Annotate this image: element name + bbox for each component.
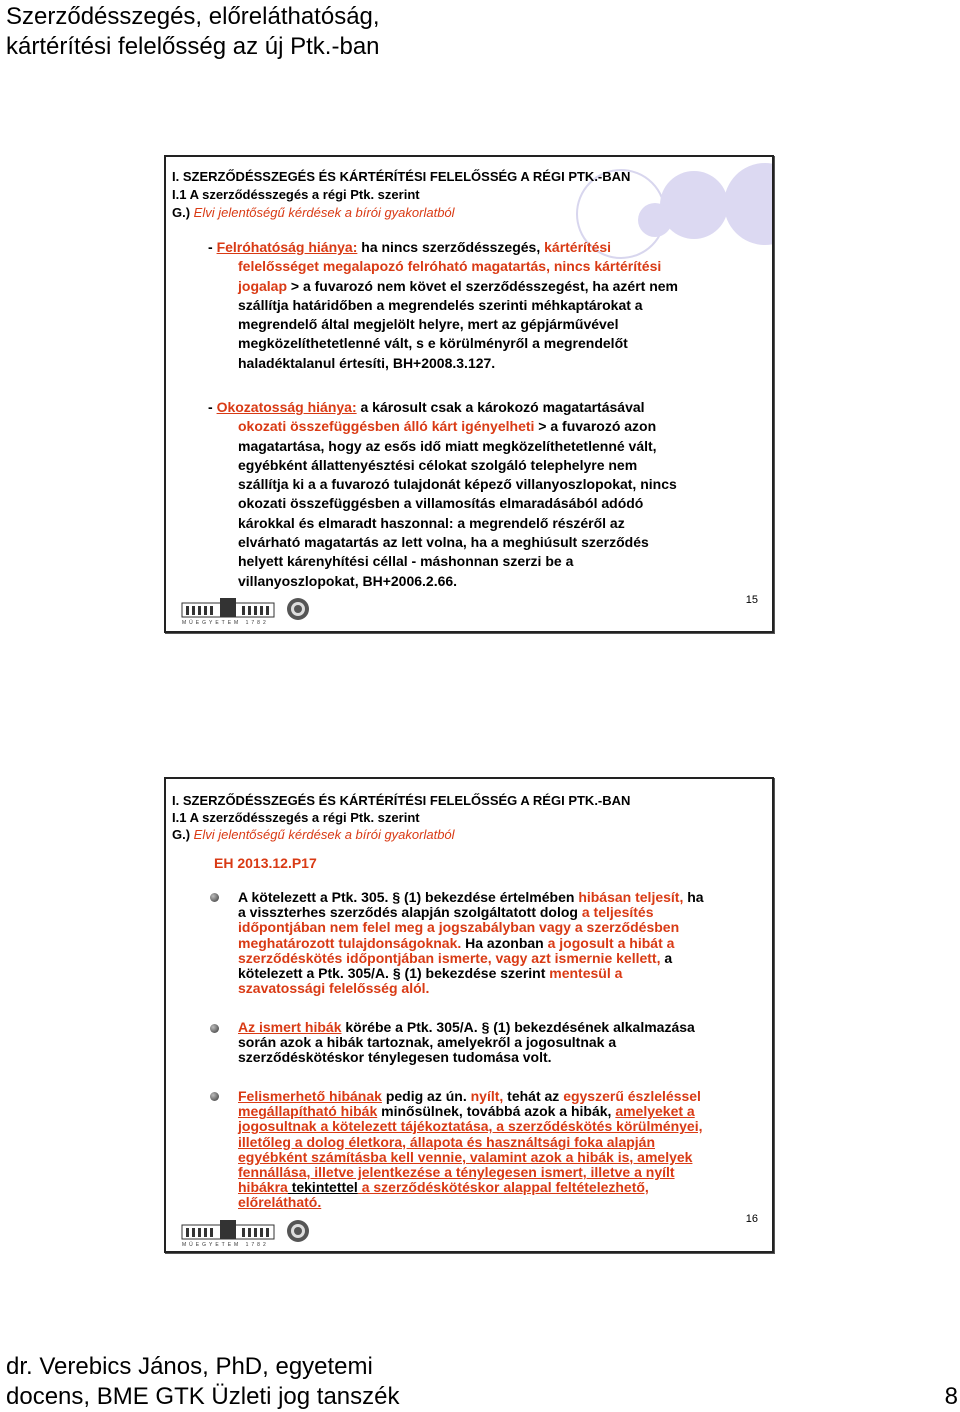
slide-15 (164, 155, 774, 633)
bullet-icon (210, 1024, 219, 1033)
footer-author-line2: docens, BME GTK Üzleti jog tanszék (6, 1383, 400, 1410)
svg-text:MŰEGYETEM 1782: MŰEGYETEM 1782 (182, 620, 269, 625)
term-felrohatosag: Felróhatóság hiánya: (216, 239, 358, 255)
circle-filled (660, 171, 728, 239)
page-header (6, 2, 380, 62)
page-footer (6, 1352, 960, 1412)
footer-author-line1: dr. Verebics János, PhD, egyetemi (6, 1353, 373, 1380)
slide-heading-1: I. SZERZŐDÉSSZEGÉS ÉS KÁRTÉRÍTÉSI FELELŐSSÉG A RÉGI PTK.-BAN (172, 793, 631, 808)
bme-seal-icon (286, 1219, 310, 1243)
bullet-felismerheto-hibak: Felismerhető hibának pedig az ún. nyílt, tehát az egyszerű észleléssel megállapítható hibák minősülnek, továbbá azok a hibák, amelyeket a jogosultnak a kötelezett tájékoztatása, a szerződéskötés körülményei, illetőleg a dolog életkora, állapota és használtsági foka alapján egyébként számításba kell vennie, valamint azok a hibák is, amelyek fennállása, illetve jelentkezése a ténylegesen ismert, illetve a nyílt hibákra tekintettel a szerződéskötéskor alappal feltételezhető, előrelátható. (238, 1088, 703, 1211)
page-number: 8 (944, 1383, 958, 1410)
slide-number: 15 (745, 594, 758, 606)
slide-heading-3: G.) Elvi jelentőségű kérdések a bírói gyakorlatból (172, 205, 455, 220)
term-okozatossag: Okozatosság hiánya: (216, 399, 357, 415)
bme-seal-icon (286, 597, 310, 621)
slide-16 (164, 777, 774, 1253)
slide-heading-2: I.1 A szerződésszegés a régi Ptk. szerint (172, 187, 420, 202)
page-title-line1: Szerződésszegés, előreláthatóság, (6, 3, 380, 30)
slide-heading-1: I. SZERZŐDÉSSZEGÉS ÉS KÁRTÉRÍTÉSI FELELŐSSÉG A RÉGI PTK.-BAN (172, 169, 631, 184)
slide-number: 16 (745, 1213, 758, 1225)
circle-large (724, 163, 774, 245)
paragraph-okozatossag: - Okozatosság hiánya: a károsult csak a károkozó magatartásával okozati összefüggésben álló kárt igényelheti > a fuvarozó azon magatartása, hogy az esős idő miatt megközelíthetetlenné vált, egyébként állattenyésztési célokat szolgáló telephelyre nem szállítja ki a a fuvarozó tulajdonát képező villanyoszlopokat, nincs okozati összefüggésben a villamosítás elmaradásából adódó károkkal és elmaradt haszonnal: a megrendelő részéről az elvárható magatartás az lett volna, ha a meghiúsult szerződés helyett kárenyhítési céllal - máshonnan szerzi be a villanyoszlopokat, BH+2006.2.66. (208, 399, 677, 589)
bme-building-logo (180, 597, 276, 625)
bullet-icon (210, 1092, 219, 1101)
paragraph-felrohatosag: - Felróhatóság hiánya: ha nincs szerződésszegés, kártérítési felelősséget megalapozó felróható magatartás, nincs kártérítési jogalap > a fuvarozó nem követ el szerződésszegést, ha azért nem szállítja határidőben a megrendelés szerinti méhkaptárokat a megrendelő által megjelölt helyre, mert az gépjárművével megközelíthetetlenné vált, s e körülményről a megrendelőt haladéktalanul értesíti, BH+2008.3.127. (208, 239, 678, 371)
bme-building-logo (180, 1219, 276, 1247)
svg-text:MŰEGYETEM 1782: MŰEGYETEM 1782 (182, 1242, 269, 1247)
case-reference: EH 2013.12.P17 (214, 855, 317, 871)
bullet-ismert-hibak: Az ismert hibák körébe a Ptk. 305/A. § (1) bekezdésének alkalmazása során azok a hibák tartoznak, amelyekről a jogosultnak a szerződéskötéskor ténylegesen tudomása volt. (238, 1019, 695, 1066)
slide-heading-2: I.1 A szerződésszegés a régi Ptk. szerint (172, 810, 420, 825)
bullet-hibas-teljesites: A kötelezett a Ptk. 305. § (1) bekezdése értelmében hibásan teljesít, ha a visszterhes szerződés alapján szolgáltatott dolog a teljesítés időpontjában nem felel meg a jogszabályban vagy a szerződésben meghatározott tulajdonságoknak. Ha azonban a jogosult a hibát a szerződéskötés időpontjában ismerte, vagy azt ismernie kellett, a kötelezett a Ptk. 305/A. § (1) bekezdése szerint mentesül a szavatossági felelősség alól. (238, 889, 704, 997)
circle-small (638, 203, 672, 237)
bullet-icon (210, 893, 219, 902)
slide-heading-3: G.) Elvi jelentőségű kérdések a bírói gyakorlatból (172, 827, 455, 842)
page-title-line2: kártérítési felelősség az új Ptk.-ban (6, 33, 380, 60)
